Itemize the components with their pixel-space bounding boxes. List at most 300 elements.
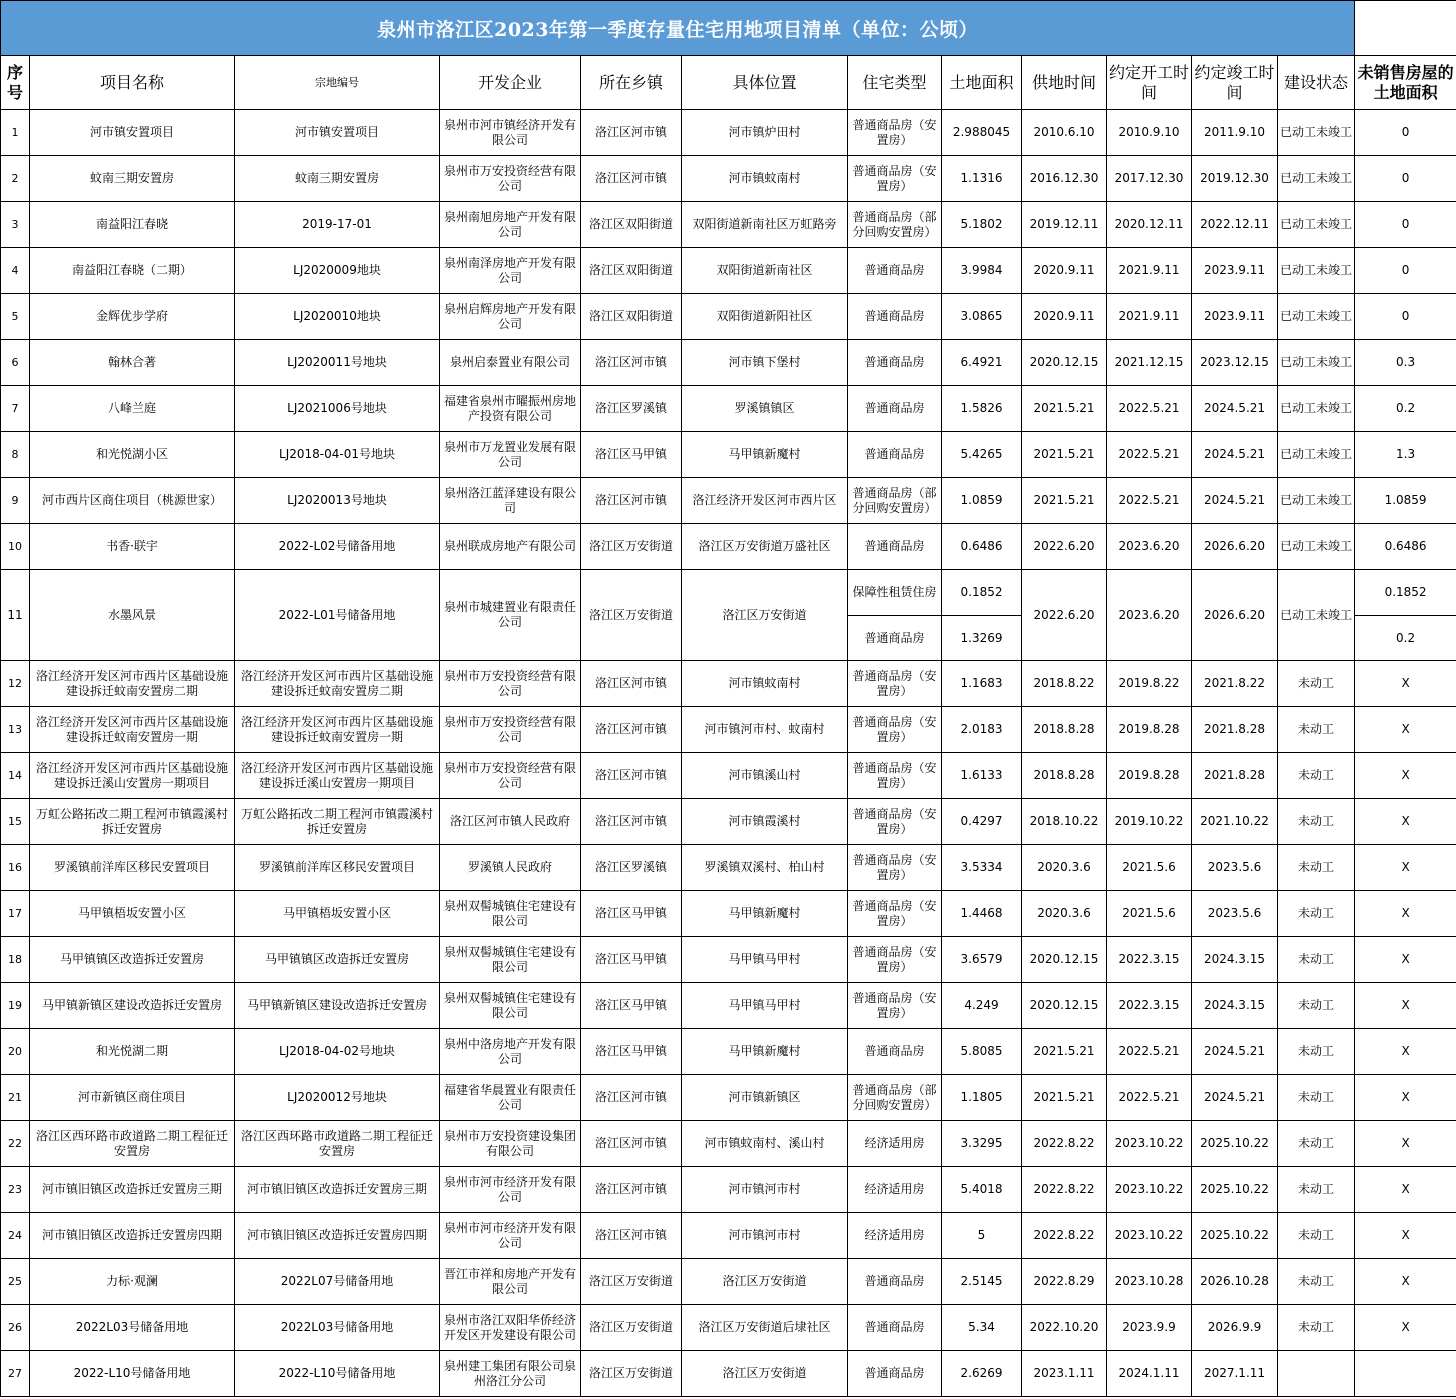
location: 马甲镇新魔村	[682, 1029, 848, 1075]
location: 洛江经济开发区河市西片区	[682, 478, 848, 524]
start-time: 2021.5.6	[1107, 845, 1192, 891]
project-name: 和光悦湖小区	[30, 432, 235, 478]
land-area: 0.1852	[942, 570, 1022, 616]
project-name: 金辉优步学府	[30, 294, 235, 340]
town: 洛江区河市镇	[581, 110, 682, 156]
parcel-code: 蚊南三期安置房	[235, 156, 440, 202]
finish-time: 2026.9.9	[1192, 1305, 1278, 1351]
parcel-code: 河市镇旧镇区改造拆迁安置房四期	[235, 1213, 440, 1259]
table-row	[1, 110, 1456, 156]
housing-type: 普通商品房	[848, 1259, 942, 1305]
build-status: 已动工未竣工	[1278, 294, 1355, 340]
header-developer: 开发企业	[440, 56, 581, 110]
row-no: 11	[1, 570, 30, 661]
location: 洛江区万安街道	[682, 570, 848, 661]
start-time: 2022.5.21	[1107, 386, 1192, 432]
housing-type: 普通商品房（安置房）	[848, 156, 942, 202]
land-area: 3.6579	[942, 937, 1022, 983]
developer: 晋江市祥和房地产开发有限公司	[440, 1259, 581, 1305]
parcel-code: 洛江区西环路市政道路二期工程征迁安置房	[235, 1121, 440, 1167]
supply-time: 2022.10.20	[1022, 1305, 1107, 1351]
unsold-area: 0	[1355, 248, 1456, 294]
land-area: 0.4297	[942, 799, 1022, 845]
finish-time: 2023.12.15	[1192, 340, 1278, 386]
build-status: 已动工未竣工	[1278, 110, 1355, 156]
supply-time: 2022.8.22	[1022, 1167, 1107, 1213]
start-time: 2021.12.15	[1107, 340, 1192, 386]
build-status: 未动工	[1278, 799, 1355, 845]
build-status: 未动工	[1278, 983, 1355, 1029]
unsold-area: X	[1355, 1167, 1456, 1213]
start-time: 2023.6.20	[1107, 570, 1192, 661]
location: 双阳街道新阳社区	[682, 294, 848, 340]
town: 洛江区河市镇	[581, 753, 682, 799]
finish-time: 2021.8.28	[1192, 753, 1278, 799]
project-name: 和光悦湖二期	[30, 1029, 235, 1075]
row-no: 8	[1, 432, 30, 478]
start-time: 2019.8.22	[1107, 661, 1192, 707]
build-status: 已动工未竣工	[1278, 156, 1355, 202]
finish-time: 2011.9.10	[1192, 110, 1278, 156]
parcel-code: 洛江经济开发区河市西片区基础设施建设拆迁蚊南安置房二期	[235, 661, 440, 707]
housing-type: 普通商品房	[848, 432, 942, 478]
table-row	[1, 1259, 1456, 1305]
land-area: 4.249	[942, 983, 1022, 1029]
town: 洛江区双阳街道	[581, 248, 682, 294]
build-status: 已动工未竣工	[1278, 248, 1355, 294]
housing-type: 普通商品房（安置房）	[848, 891, 942, 937]
unsold-area: X	[1355, 753, 1456, 799]
developer: 泉州洛江蓝泽建设有限公司	[440, 478, 581, 524]
unsold-area: 1.3	[1355, 432, 1456, 478]
finish-time: 2021.8.22	[1192, 661, 1278, 707]
build-status: 未动工	[1278, 1121, 1355, 1167]
unsold-area: 0.3	[1355, 340, 1456, 386]
location: 河市镇下堡村	[682, 340, 848, 386]
parcel-code: LJ2018-04-02号地块	[235, 1029, 440, 1075]
supply-time: 2021.5.21	[1022, 1029, 1107, 1075]
supply-time: 2018.8.28	[1022, 707, 1107, 753]
finish-time: 2026.6.20	[1192, 524, 1278, 570]
row-no: 9	[1, 478, 30, 524]
developer: 福建省华晨置业有限责任公司	[440, 1075, 581, 1121]
land-area: 2.0183	[942, 707, 1022, 753]
header-location: 具体位置	[682, 56, 848, 110]
housing-type: 普通商品房（安置房）	[848, 845, 942, 891]
finish-time: 2022.12.11	[1192, 202, 1278, 248]
supply-time: 2020.12.15	[1022, 937, 1107, 983]
location: 河市镇炉田村	[682, 110, 848, 156]
finish-time: 2024.5.21	[1192, 1075, 1278, 1121]
land-area: 3.0865	[942, 294, 1022, 340]
unsold-area: X	[1355, 1075, 1456, 1121]
town: 洛江区万安街道	[581, 1259, 682, 1305]
developer: 泉州建工集团有限公司泉州洛江分公司	[440, 1351, 581, 1397]
parcel-code: 马甲镇新镇区建设改造拆迁安置房	[235, 983, 440, 1029]
land-area: 2.5145	[942, 1259, 1022, 1305]
town: 洛江区马甲镇	[581, 432, 682, 478]
project-name: 水墨风景	[30, 570, 235, 661]
table-row	[1, 1167, 1456, 1213]
developer: 泉州市河市镇经济开发有限公司	[440, 110, 581, 156]
parcel-code: LJ2021006号地块	[235, 386, 440, 432]
parcel-code: 万虹公路拓改二期工程河市镇霞溪村拆迁安置房	[235, 799, 440, 845]
housing-type: 普通商品房	[848, 1305, 942, 1351]
developer: 泉州启辉房地产开发有限公司	[440, 294, 581, 340]
housing-type: 普通商品房	[848, 1351, 942, 1397]
town: 洛江区河市镇	[581, 156, 682, 202]
land-area: 5	[942, 1213, 1022, 1259]
unsold-area: 0	[1355, 156, 1456, 202]
row-no: 12	[1, 661, 30, 707]
housing-type: 普通商品房（安置房）	[848, 707, 942, 753]
parcel-code: 洛江经济开发区河市西片区基础设施建设拆迁溪山安置房一期项目	[235, 753, 440, 799]
town: 洛江区双阳街道	[581, 202, 682, 248]
location: 河市镇河市村	[682, 1213, 848, 1259]
land-area: 1.1805	[942, 1075, 1022, 1121]
housing-type: 普通商品房	[848, 524, 942, 570]
build-status: 未动工	[1278, 707, 1355, 753]
land-area: 3.3295	[942, 1121, 1022, 1167]
supply-time: 2018.8.28	[1022, 753, 1107, 799]
finish-time: 2023.5.6	[1192, 891, 1278, 937]
build-status: 未动工	[1278, 1259, 1355, 1305]
start-time: 2024.1.11	[1107, 1351, 1192, 1397]
unsold-area	[1355, 1351, 1456, 1397]
housing-type: 普通商品房（部分回购安置房）	[848, 478, 942, 524]
town: 洛江区双阳街道	[581, 294, 682, 340]
table-row	[1, 799, 1456, 845]
town: 洛江区万安街道	[581, 1351, 682, 1397]
table-row	[1, 891, 1456, 937]
table-row	[1, 202, 1456, 248]
project-name: 马甲镇新镇区建设改造拆迁安置房	[30, 983, 235, 1029]
supply-time: 2020.12.15	[1022, 983, 1107, 1029]
finish-time: 2021.8.28	[1192, 707, 1278, 753]
start-time: 2022.3.15	[1107, 937, 1192, 983]
build-status: 已动工未竣工	[1278, 386, 1355, 432]
row-no: 22	[1, 1121, 30, 1167]
build-status: 未动工	[1278, 937, 1355, 983]
developer: 泉州市河市经济开发有限公司	[440, 1213, 581, 1259]
location: 罗溪镇双溪村、柏山村	[682, 845, 848, 891]
project-name: 河市镇安置项目	[30, 110, 235, 156]
build-status: 未动工	[1278, 661, 1355, 707]
supply-time: 2022.8.22	[1022, 1121, 1107, 1167]
row-no: 25	[1, 1259, 30, 1305]
supply-time: 2019.12.11	[1022, 202, 1107, 248]
housing-type: 经济适用房	[848, 1213, 942, 1259]
start-time: 2023.9.9	[1107, 1305, 1192, 1351]
finish-time: 2024.5.21	[1192, 386, 1278, 432]
build-status: 已动工未竣工	[1278, 340, 1355, 386]
unsold-area: 0.2	[1355, 616, 1456, 661]
developer: 泉州联成房地产有限公司	[440, 524, 581, 570]
unsold-area: 0	[1355, 202, 1456, 248]
town: 洛江区万安街道	[581, 570, 682, 661]
developer: 泉州市万龙置业发展有限公司	[440, 432, 581, 478]
table-row	[1, 478, 1456, 524]
table-row	[1, 432, 1456, 478]
start-time: 2022.5.21	[1107, 1075, 1192, 1121]
parcel-code: 马甲镇镇区改造拆迁安置房	[235, 937, 440, 983]
land-area: 2.6269	[942, 1351, 1022, 1397]
project-name: 2022-L10号储备用地	[30, 1351, 235, 1397]
start-time: 2022.5.21	[1107, 1029, 1192, 1075]
row-no: 27	[1, 1351, 30, 1397]
town: 洛江区万安街道	[581, 1305, 682, 1351]
table-row	[1, 845, 1456, 891]
row-no: 16	[1, 845, 30, 891]
land-area: 5.1802	[942, 202, 1022, 248]
row-no: 3	[1, 202, 30, 248]
row-no: 20	[1, 1029, 30, 1075]
developer: 泉州南泽房地产开发有限公司	[440, 248, 581, 294]
town: 洛江区河市镇	[581, 799, 682, 845]
parcel-code: 2022-L01号储备用地	[235, 570, 440, 661]
table-row	[1, 1305, 1456, 1351]
location: 双阳街道新南社区万虹路旁	[682, 202, 848, 248]
start-time: 2019.10.22	[1107, 799, 1192, 845]
developer: 泉州市万安投资经营有限公司	[440, 707, 581, 753]
land-area: 0.6486	[942, 524, 1022, 570]
table-row	[1, 1121, 1456, 1167]
land-area: 2.988045	[942, 110, 1022, 156]
developer: 洛江区河市镇人民政府	[440, 799, 581, 845]
start-time: 2021.9.11	[1107, 294, 1192, 340]
header-type: 住宅类型	[848, 56, 942, 110]
town: 洛江区河市镇	[581, 478, 682, 524]
header-start-time: 约定开工时间	[1107, 56, 1192, 110]
town: 洛江区河市镇	[581, 1075, 682, 1121]
start-time: 2023.6.20	[1107, 524, 1192, 570]
unsold-area: X	[1355, 799, 1456, 845]
project-name: 洛江经济开发区河市西片区基础设施建设拆迁溪山安置房一期项目	[30, 753, 235, 799]
land-area: 1.4468	[942, 891, 1022, 937]
row-no: 19	[1, 983, 30, 1029]
start-time: 2010.9.10	[1107, 110, 1192, 156]
location: 马甲镇马甲村	[682, 937, 848, 983]
parcel-code: LJ2020010地块	[235, 294, 440, 340]
parcel-code: LJ2020012号地块	[235, 1075, 440, 1121]
row-no: 6	[1, 340, 30, 386]
town: 洛江区河市镇	[581, 707, 682, 753]
location: 河市镇蚊南村	[682, 156, 848, 202]
unsold-area: X	[1355, 1305, 1456, 1351]
row-no: 5	[1, 294, 30, 340]
town: 洛江区河市镇	[581, 340, 682, 386]
unsold-area: X	[1355, 1029, 1456, 1075]
project-name: 南益阳江春晓（二期）	[30, 248, 235, 294]
header-area: 土地面积	[942, 56, 1022, 110]
town: 洛江区河市镇	[581, 1213, 682, 1259]
build-status: 未动工	[1278, 1075, 1355, 1121]
finish-time: 2024.5.21	[1192, 478, 1278, 524]
start-time: 2019.8.28	[1107, 753, 1192, 799]
row-no: 4	[1, 248, 30, 294]
header-unsold-area: 未销售房屋的土地面积	[1355, 56, 1456, 110]
supply-time: 2022.6.20	[1022, 524, 1107, 570]
parcel-code: LJ2020013号地块	[235, 478, 440, 524]
unsold-area: 0.6486	[1355, 524, 1456, 570]
parcel-code: 2022-L10号储备用地	[235, 1351, 440, 1397]
project-name: 南益阳江春晓	[30, 202, 235, 248]
row-no: 26	[1, 1305, 30, 1351]
developer: 福建省泉州市曜振州房地产投资有限公司	[440, 386, 581, 432]
table-row	[1, 1351, 1456, 1397]
land-area: 3.9984	[942, 248, 1022, 294]
finish-time: 2025.10.22	[1192, 1213, 1278, 1259]
finish-time: 2024.3.15	[1192, 983, 1278, 1029]
project-name: 马甲镇梧坂安置小区	[30, 891, 235, 937]
unsold-area: X	[1355, 845, 1456, 891]
project-name: 八峰兰庭	[30, 386, 235, 432]
start-time: 2021.9.11	[1107, 248, 1192, 294]
housing-type: 经济适用房	[848, 1121, 942, 1167]
unsold-area: X	[1355, 937, 1456, 983]
finish-time: 2024.3.15	[1192, 937, 1278, 983]
project-name: 书香·联宇	[30, 524, 235, 570]
start-time: 2019.8.28	[1107, 707, 1192, 753]
start-time: 2022.3.15	[1107, 983, 1192, 1029]
supply-time: 2021.5.21	[1022, 432, 1107, 478]
row-no: 15	[1, 799, 30, 845]
row-no: 24	[1, 1213, 30, 1259]
location: 河市镇蚊南村	[682, 661, 848, 707]
location: 洛江区万安街道后埭社区	[682, 1305, 848, 1351]
housing-type: 普通商品房（安置房）	[848, 110, 942, 156]
finish-time: 2021.10.22	[1192, 799, 1278, 845]
parcel-code: 罗溪镇前洋库区移民安置项目	[235, 845, 440, 891]
supply-time: 2021.5.21	[1022, 1075, 1107, 1121]
row-no: 2	[1, 156, 30, 202]
location: 河市镇新镇区	[682, 1075, 848, 1121]
land-area: 6.4921	[942, 340, 1022, 386]
start-time: 2017.12.30	[1107, 156, 1192, 202]
supply-time: 2021.5.21	[1022, 478, 1107, 524]
project-name: 翰林合著	[30, 340, 235, 386]
finish-time: 2024.5.21	[1192, 1029, 1278, 1075]
land-area: 5.34	[942, 1305, 1022, 1351]
finish-time: 2023.9.11	[1192, 294, 1278, 340]
build-status: 未动工	[1278, 845, 1355, 891]
unsold-area: X	[1355, 1213, 1456, 1259]
row-no: 7	[1, 386, 30, 432]
table-row	[1, 524, 1456, 570]
unsold-area: 0.1852	[1355, 570, 1456, 616]
housing-type: 普通商品房	[848, 294, 942, 340]
finish-time: 2025.10.22	[1192, 1121, 1278, 1167]
project-name: 马甲镇镇区改造拆迁安置房	[30, 937, 235, 983]
developer: 泉州市万安投资建设集团有限公司	[440, 1121, 581, 1167]
location: 马甲镇新魔村	[682, 891, 848, 937]
housing-type: 普通商品房（安置房）	[848, 937, 942, 983]
housing-type: 普通商品房	[848, 386, 942, 432]
build-status: 未动工	[1278, 1029, 1355, 1075]
parcel-code: 2022L07号储备用地	[235, 1259, 440, 1305]
land-area: 1.6133	[942, 753, 1022, 799]
supply-time: 2022.6.20	[1022, 570, 1107, 661]
town: 洛江区河市镇	[581, 661, 682, 707]
developer: 泉州市万安投资经营有限公司	[440, 661, 581, 707]
table-row	[1, 983, 1456, 1029]
housing-type: 普通商品房（部分回购安置房）	[848, 202, 942, 248]
location: 马甲镇新魔村	[682, 432, 848, 478]
housing-type: 普通商品房（安置房）	[848, 661, 942, 707]
header-name: 项目名称	[30, 56, 235, 110]
housing-type: 普通商品房	[848, 616, 942, 661]
unsold-area: 0	[1355, 110, 1456, 156]
start-time: 2023.10.28	[1107, 1259, 1192, 1305]
unsold-area: X	[1355, 1121, 1456, 1167]
town: 洛江区马甲镇	[581, 891, 682, 937]
supply-time: 2020.12.15	[1022, 340, 1107, 386]
unsold-area: 0	[1355, 294, 1456, 340]
row-no: 23	[1, 1167, 30, 1213]
developer: 泉州市洛江双阳华侨经济开发区开发建设有限公司	[440, 1305, 581, 1351]
housing-type: 普通商品房（安置房）	[848, 799, 942, 845]
table-row	[1, 937, 1456, 983]
project-name: 洛江经济开发区河市西片区基础设施建设拆迁蚊南安置房二期	[30, 661, 235, 707]
parcel-code: 2022L03号储备用地	[235, 1305, 440, 1351]
finish-time: 2027.1.11	[1192, 1351, 1278, 1397]
developer: 泉州市河市经济开发有限公司	[440, 1167, 581, 1213]
supply-time: 2023.1.11	[1022, 1351, 1107, 1397]
row-no: 10	[1, 524, 30, 570]
town: 洛江区河市镇	[581, 1121, 682, 1167]
developer: 泉州市城建置业有限责任公司	[440, 570, 581, 661]
project-name: 万虹公路拓改二期工程河市镇霞溪村拆迁安置房	[30, 799, 235, 845]
location: 罗溪镇镇区	[682, 386, 848, 432]
build-status: 已动工未竣工	[1278, 478, 1355, 524]
project-name: 河市西片区商住项目（桃源世家）	[30, 478, 235, 524]
land-area: 1.5826	[942, 386, 1022, 432]
project-name: 蚊南三期安置房	[30, 156, 235, 202]
supply-time: 2022.8.29	[1022, 1259, 1107, 1305]
location: 河市镇霞溪村	[682, 799, 848, 845]
land-area: 1.1316	[942, 156, 1022, 202]
supply-time: 2018.10.22	[1022, 799, 1107, 845]
unsold-area: X	[1355, 707, 1456, 753]
supply-time: 2018.8.22	[1022, 661, 1107, 707]
table-row	[1, 386, 1456, 432]
housing-type: 普通商品房	[848, 248, 942, 294]
sheet-title: 泉州市洛江区2023年第一季度存量住宅用地项目清单（单位：公顷）	[1, 1, 1355, 56]
header-finish-time: 约定竣工时间	[1192, 56, 1278, 110]
housing-type: 经济适用房	[848, 1167, 942, 1213]
build-status: 未动工	[1278, 1305, 1355, 1351]
build-status: 未动工	[1278, 753, 1355, 799]
table-row	[1, 661, 1456, 707]
parcel-code: 2019-17-01	[235, 202, 440, 248]
parcel-code: 洛江经济开发区河市西片区基础设施建设拆迁蚊南安置房一期	[235, 707, 440, 753]
table-row	[1, 248, 1456, 294]
location: 洛江区万安街道万盛社区	[682, 524, 848, 570]
location: 洛江区万安街道	[682, 1351, 848, 1397]
finish-time: 2025.10.22	[1192, 1167, 1278, 1213]
start-time: 2022.5.21	[1107, 478, 1192, 524]
table-row	[1, 1213, 1456, 1259]
developer: 泉州市万安投资经营有限公司	[440, 753, 581, 799]
housing-type: 普通商品房	[848, 1029, 942, 1075]
developer: 泉州双髻城镇住宅建设有限公司	[440, 983, 581, 1029]
unsold-area: X	[1355, 891, 1456, 937]
finish-time: 2024.5.21	[1192, 432, 1278, 478]
table-row	[1, 1029, 1456, 1075]
row-no: 1	[1, 110, 30, 156]
developer: 泉州双髻城镇住宅建设有限公司	[440, 891, 581, 937]
start-time: 2022.5.21	[1107, 432, 1192, 478]
